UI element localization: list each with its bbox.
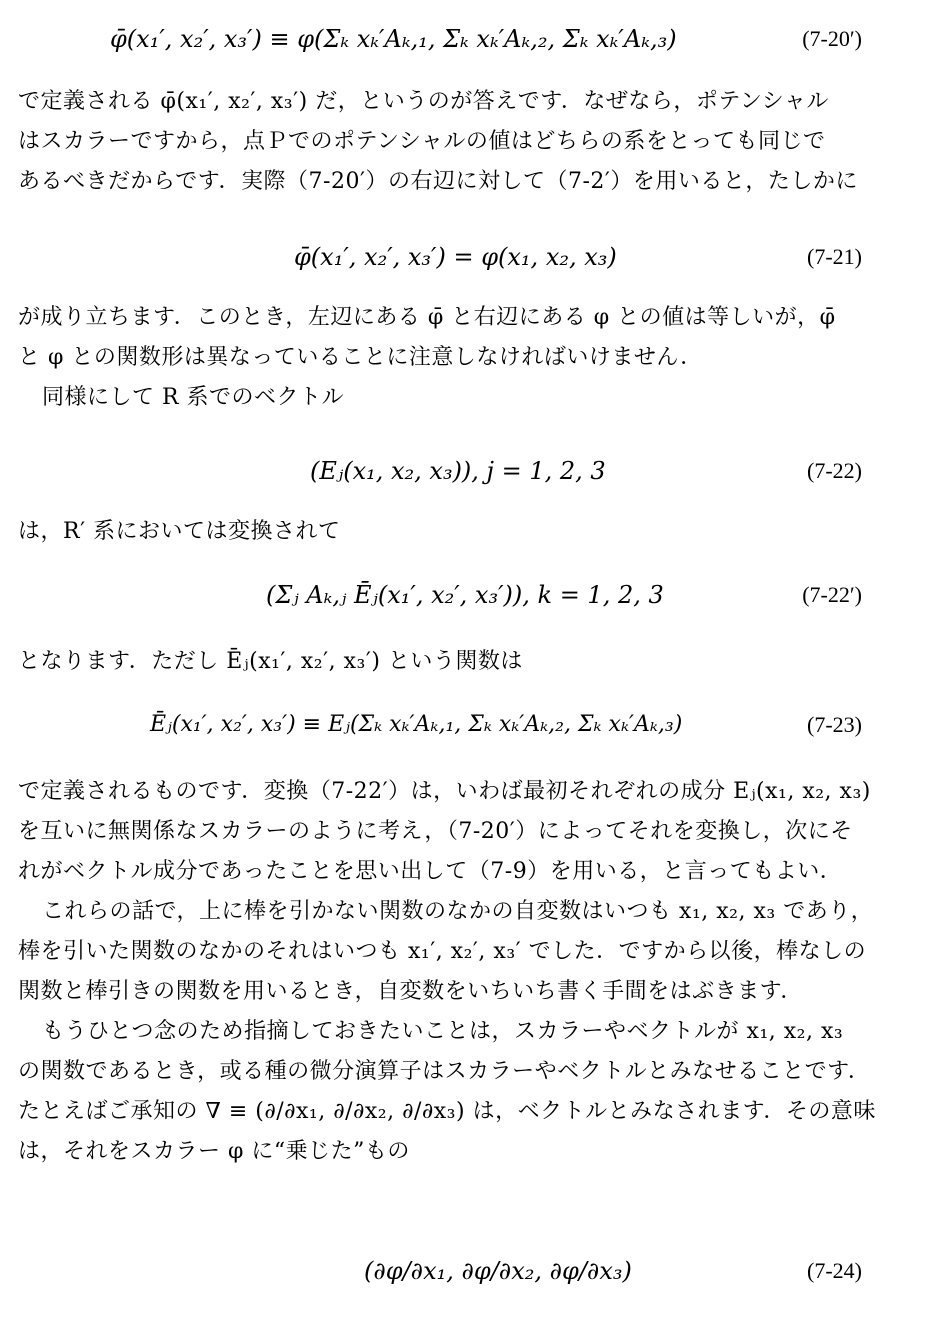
equation-number: (7-20′) — [802, 26, 862, 51]
text-line: あるべきだからです．実際（7-20′）の右辺に対して（7-2′）を用いると，たしかに — [18, 169, 858, 194]
text-line: はスカラーですから，点Ｐでのポテンシャルの値はどちらの系をとっても同じで — [18, 129, 826, 154]
equation-body: φ̄(x₁′, x₂′, x₃′) = φ(x₁, x₂, x₃) — [294, 243, 617, 271]
paragraph-5 — [18, 772, 924, 1172]
equation-number: (7-23) — [807, 712, 862, 737]
paragraph-1 — [18, 82, 924, 202]
text-line: の関数であるとき，或る種の微分演算子はスカラーやベクトルとみなせることです． — [18, 1059, 871, 1084]
text-line: れがベクトル成分であったことを思い出して（7-9）を用いる，と言ってもよい． — [18, 859, 843, 884]
equation-number: (7-22) — [807, 458, 862, 483]
equation-7-21 — [0, 232, 938, 282]
text-line: 同様にして R 系でのベクトル — [42, 385, 345, 410]
text-line: となります．ただし Ēⱼ(x₁′, x₂′, x₃′) という関数は — [18, 649, 523, 674]
equation-body: φ̄(x₁′, x₂′, x₃′) ≡ φ(Σₖ xₖ′Aₖ,₁, Σₖ xₖ′Aₖ,₂, Σₖ xₖ′Aₖ,₃) — [110, 25, 677, 53]
equation-body: Ēⱼ(x₁′, x₂′, x₃′) ≡ Eⱼ(Σₖ xₖ′Aₖ,₁, Σₖ xₖ′Aₖ,₂, Σₖ xₖ′Aₖ,₃) — [150, 712, 683, 737]
paragraph-2 — [18, 298, 924, 418]
text-line: これらの話で，上に棒を引かない関数のなかの自変数はいつも x₁, x₂, x₃ であり， — [42, 899, 874, 924]
text-line: で定義されるものです．変換（7-22′）は，いわば最初それぞれの成分 Eⱼ(x₁, x₂, x₃) — [18, 779, 871, 804]
text-line: が成り立ちます．このとき，左辺にある φ̄ と右辺にある φ との値は等しいが，φ̄ — [18, 305, 836, 330]
paragraph-3 — [18, 512, 924, 552]
text-line: 関数と棒引きの関数を用いるとき，自変数をいちいち書く手間をはぶきます． — [18, 979, 803, 1004]
text-line: と φ との関数形は異なっていることに注意しなければいけません． — [18, 345, 703, 370]
equation-body: (∂φ/∂x₁, ∂φ/∂x₂, ∂φ/∂x₃) — [364, 1257, 632, 1285]
equation-7-23 — [0, 700, 938, 750]
text-line: で定義される φ̄(x₁′, x₂′, x₃′) だ，というのが答えです．なぜなら，ポテンシャル — [18, 89, 829, 114]
text-line: もうひとつ念のため指摘しておきたいことは，スカラーやベクトルが x₁, x₂, x₃ — [42, 1019, 844, 1044]
equation-7-24 — [0, 1246, 938, 1296]
equation-number: (7-21) — [807, 244, 862, 269]
text-line: たとえばご承知の ∇ ≡ (∂/∂x₁, ∂/∂x₂, ∂/∂x₃) は，ベクトルとみなされます．その意味 — [18, 1099, 876, 1124]
equation-body: (Σⱼ Aₖ,ⱼ Ēⱼ(x₁′, x₂′, x₃′)), k = 1, 2, 3 — [266, 581, 664, 609]
text-line: を互いに無関係なスカラーのように考え，（7-20′）によってそれを変換し，次にそ — [18, 819, 853, 844]
text-line: 棒を引いた関数のなかのそれはいつも x₁′, x₂′, x₃′ でした．ですから以後，棒なしの — [18, 939, 867, 964]
text-line: は，R′ 系においては変換されて — [18, 519, 341, 544]
equation-number: (7-24) — [807, 1258, 862, 1283]
equation-7-22 — [0, 446, 938, 496]
paragraph-4 — [18, 642, 924, 682]
equation-7-22-prime — [0, 570, 938, 620]
text-line: は，それをスカラー φ に“乗じた”もの — [18, 1139, 410, 1164]
equation-body: (Eⱼ(x₁, x₂, x₃)), j = 1, 2, 3 — [310, 457, 606, 485]
equation-7-20-prime — [0, 14, 938, 64]
equation-number: (7-22′) — [802, 582, 862, 607]
